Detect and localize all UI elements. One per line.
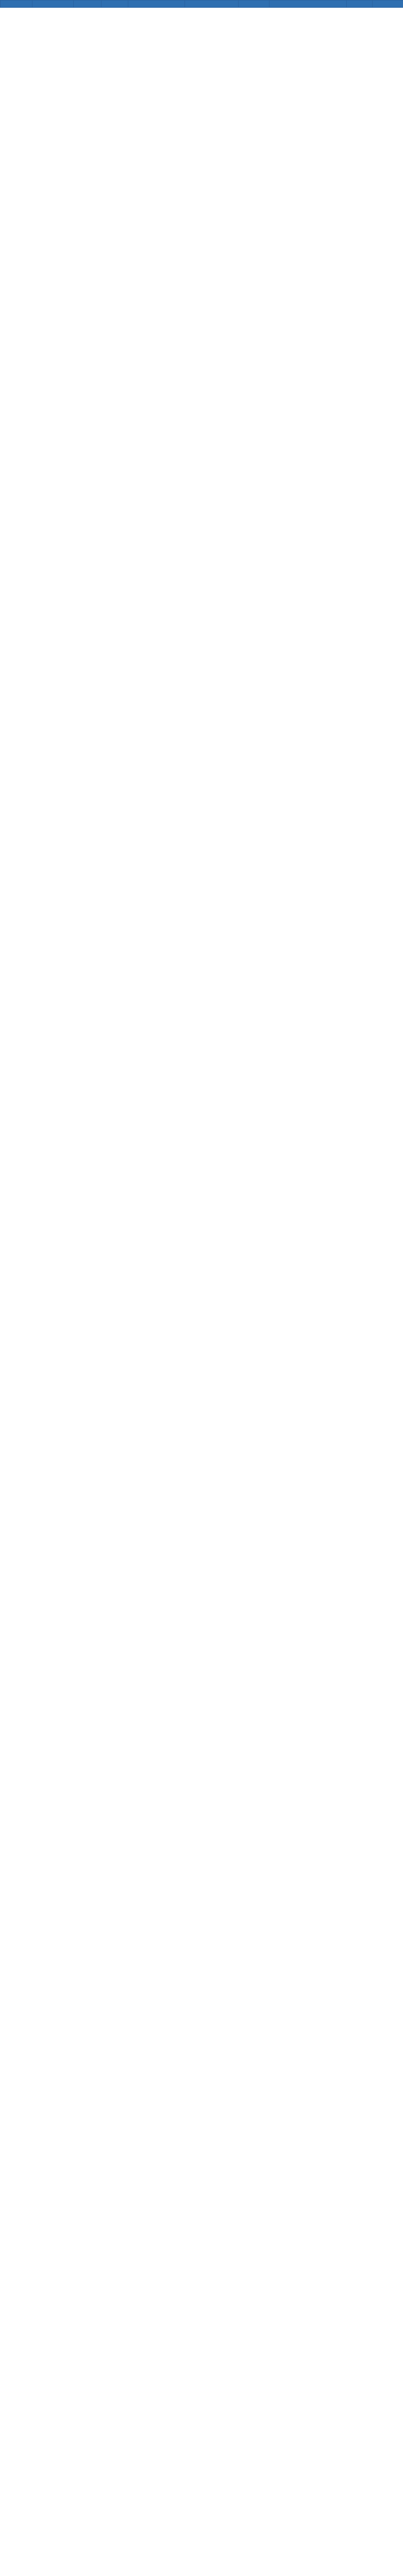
column-header [347,1,373,8]
column-header [102,1,128,8]
column-header [128,1,185,8]
column-header [239,1,270,8]
column-header [32,1,74,8]
parts-table [0,0,403,8]
column-header [1,1,32,8]
column-header [74,1,102,8]
column-header [270,1,347,8]
column-header [185,1,239,8]
table-header [1,1,403,8]
column-header [373,1,403,8]
